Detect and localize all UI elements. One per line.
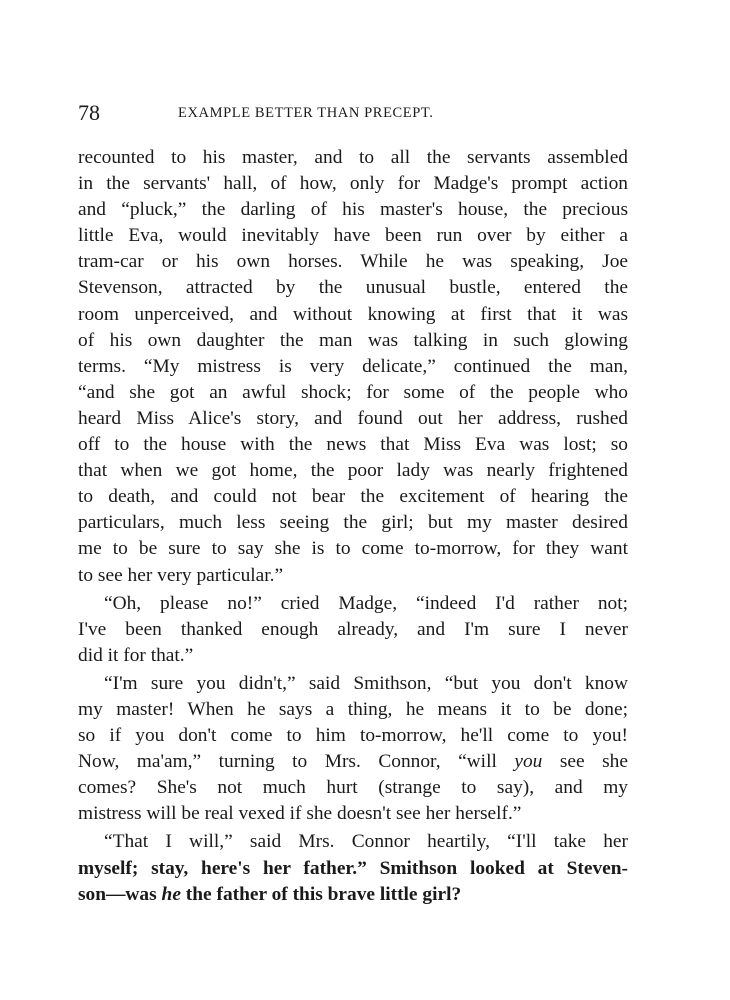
text-line: to death, and could not bear the excitement of hearing the (78, 486, 628, 508)
text-line: room unperceived, and without knowing at first that it was (78, 303, 628, 325)
text-line: in the servants' hall, of how, only for Madge's prompt action (78, 173, 628, 195)
text-line: “Oh, please no!” cried Madge, “indeed I'd rather not; (104, 592, 628, 614)
italic-word: you (514, 751, 543, 773)
text-segment: Now, ma'am,” turning to Mrs. Connor, “will (78, 751, 497, 773)
text-line: mistress will be real vexed if she doesn't see her herself.” (78, 803, 522, 825)
text-line: and “pluck,” the darling of his master's house, the precious (78, 199, 628, 221)
text-line: comes? She's not much hurt (strange to say), and my (78, 777, 628, 799)
text-line: particulars, much less seeing the girl; but my master desired (78, 512, 628, 534)
text-line: off to the house with the news that Miss Eva was lost; so (78, 434, 628, 456)
text-line: so if you don't come to him to-morrow, he'll come to you! (78, 725, 628, 747)
text-line: little Eva, would inevitably have been run over by either a (78, 225, 628, 247)
text-line: heard Miss Alice's story, and found out her address, rushed (78, 407, 628, 429)
page-number: 78 (78, 100, 100, 125)
text-line: tram-car or his own horses. While he was speaking, Joe (78, 251, 628, 273)
paragraph-4 (78, 829, 628, 907)
paragraph-2 (78, 591, 628, 669)
text-line: that when we got home, the poor lady was nearly frightened (78, 460, 628, 482)
text-line: “I'm sure you didn't,” said Smithson, “but you don't know (104, 672, 628, 694)
text-line: me to be sure to say she is to come to-morrow, for they want (78, 538, 628, 560)
body-text (78, 145, 628, 908)
text-line (78, 749, 628, 775)
text-line: my master! When he says a thing, he means it to be done; (78, 698, 628, 720)
text-line: I've been thanked enough already, and I'm sure I never (78, 618, 628, 640)
text-line: “and she got an awful shock; for some of the people who (78, 381, 628, 403)
text-segment: the father of this brave little girl? (185, 883, 462, 905)
text-line: of his own daughter the man was talking in such glowing (78, 329, 628, 351)
text-line: recounted to his master, and to all the servants assembled (78, 147, 628, 168)
text-line: Stevenson, attracted by the unusual bustle, entered the (78, 277, 628, 299)
running-title: EXAMPLE BETTER THAN PRECEPT. (178, 105, 434, 121)
text-line: “That I will,” said Mrs. Connor heartily, “I'll take her (104, 831, 628, 853)
italic-word: he (161, 883, 181, 905)
text-line: to see her very particular.” (78, 564, 284, 586)
text-line: terms. “My mistress is very delicate,” continued the man, (78, 355, 628, 377)
paragraph-3 (78, 671, 628, 828)
text-line (78, 882, 628, 908)
text-segment: son—was (78, 883, 157, 905)
paragraph-1 (78, 145, 628, 589)
text-line: did it for that.” (78, 644, 194, 666)
text-segment: see she (559, 751, 628, 773)
text-line: myself; stay, here's her father.” Smithson looked at Steven- (78, 857, 628, 879)
